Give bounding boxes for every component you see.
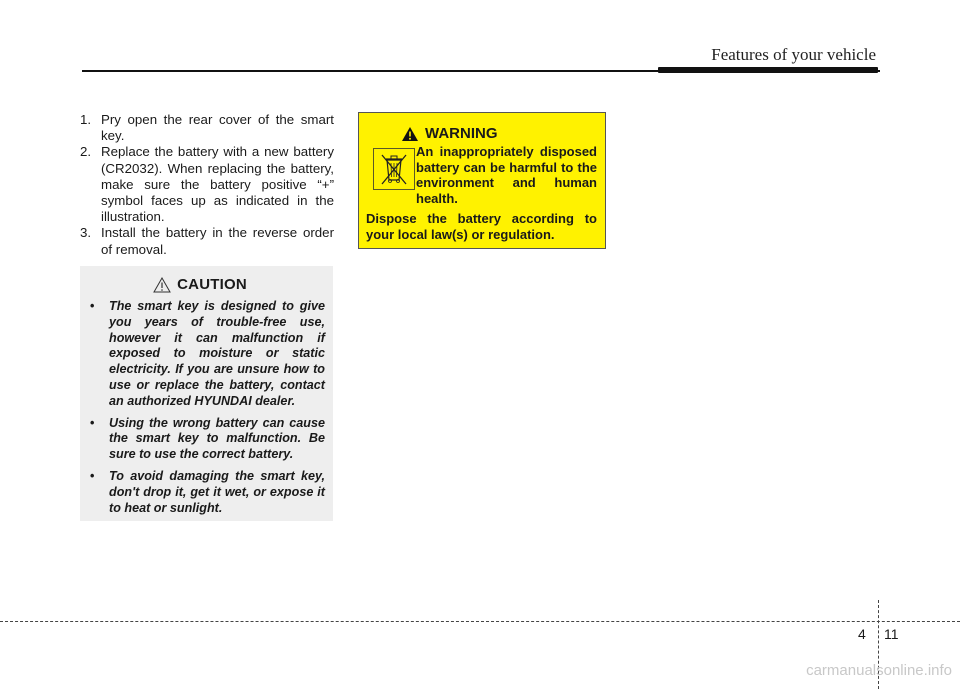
caution-header	[75, 276, 325, 293]
bullet-icon: •	[90, 415, 95, 430]
caution-item	[89, 299, 325, 410]
warning-disposal-text: Dispose the battery according to your local law(s) or regulation.	[366, 211, 597, 242]
caution-list	[89, 299, 325, 516]
page-header-title: Features of your vehicle	[711, 45, 876, 64]
step-text: Replace the battery with a new battery (CR2032). When replacing the battery, make sure the battery positive “+” symbol faces up as indicated in the illustration.	[101, 144, 334, 225]
step-item	[80, 112, 334, 144]
warning-text: An inappropriately disposed battery can be harmful to the environment and human health.	[416, 144, 597, 206]
step-item	[80, 144, 334, 225]
bullet-icon: •	[90, 299, 95, 313]
step-number: 2.	[80, 144, 92, 160]
battery-replacement-steps	[80, 112, 334, 258]
caution-item	[89, 416, 325, 463]
caution-item	[89, 469, 325, 516]
caution-item-text: Using the wrong battery can cause the smart key to malfunction. Be sure to use the correct battery.	[109, 415, 325, 462]
caution-item-text: To avoid damaging the smart key, don't drop it, get it wet, or expose it to heat or sunlight.	[109, 468, 325, 515]
warning-triangle-icon	[401, 126, 419, 142]
caution-box	[80, 266, 333, 521]
watermark: carmanualsonline.info	[806, 662, 952, 679]
bullet-icon: •	[90, 468, 95, 483]
footer-divider	[0, 621, 960, 622]
crossed-out-bin-icon	[373, 148, 415, 190]
header-divider-accent	[658, 67, 878, 73]
caution-title: CAUTION	[177, 276, 247, 293]
warning-body	[366, 144, 597, 242]
warning-header	[401, 125, 597, 142]
section-number: 4	[858, 626, 866, 642]
step-number: 3.	[80, 225, 92, 241]
warning-box	[358, 112, 606, 249]
step-text: Install the battery in the reverse order of removal.	[101, 225, 334, 257]
caution-triangle-icon	[153, 277, 171, 293]
caution-item-text: The smart key is designed to give you years of trouble-free use, however it can malfunction if exposed to moisture or static electricity. If you are unsure how to use or replace the battery, contact an authorized HYUNDAI dealer.	[109, 299, 325, 408]
warning-title: WARNING	[425, 125, 498, 142]
step-number: 1.	[80, 112, 92, 127]
step-item	[80, 225, 334, 257]
page-number: 11	[884, 626, 899, 642]
step-text: Pry open the rear cover of the smart key.	[101, 112, 334, 144]
